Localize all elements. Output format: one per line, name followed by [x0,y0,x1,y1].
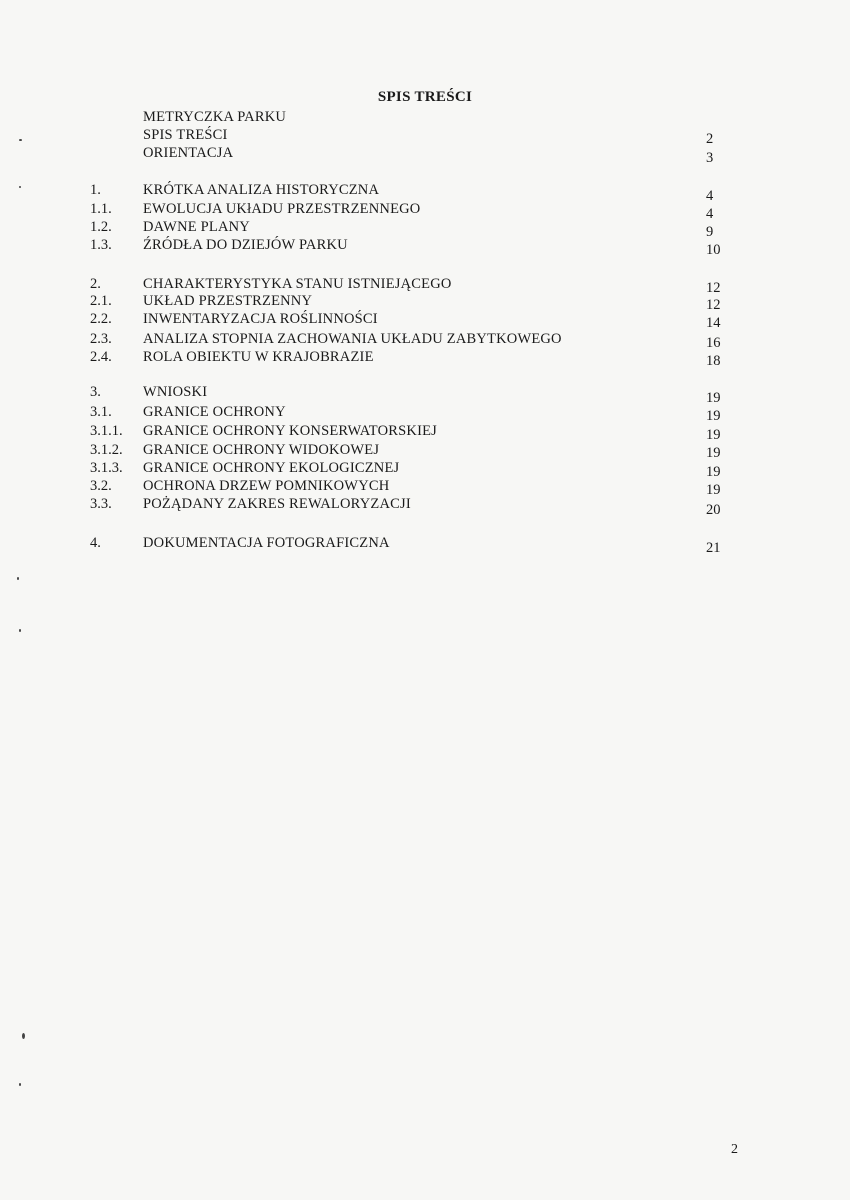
toc-entry-label: DOKUMENTACJA FOTOGRAFICZNA [143,535,390,551]
toc-entry-label: CHARAKTERYSTYKA STANU ISTNIEJĄCEGO [143,276,452,292]
toc-entry-page: 12 [706,280,721,296]
toc-entry-page: 10 [706,242,721,258]
toc-entry-number: 3.1.1. [90,423,123,439]
toc-entry [0,496,850,518]
toc-entry-page: 19 [706,390,721,406]
toc-entry-label: GRANICE OCHRONY WIDOKOWEJ [143,442,380,458]
toc-entry-number: 1.3. [90,237,112,253]
toc-entry [0,237,850,258]
toc-entry-label: ANALIZA STOPNIA ZACHOWANIA UKŁADU ZABYTKOWEGO [143,331,562,347]
toc-entry [0,219,850,240]
toc-entry [0,182,850,204]
toc-entry-number: 2.4. [90,349,112,365]
toc-entry-number: 1.2. [90,219,112,235]
toc-entry-label: ORIENTACJA [143,145,234,161]
toc-entry [0,460,850,478]
toc-entry-page: 21 [706,540,721,556]
toc-entry [0,442,850,460]
toc-entry-label: UKŁAD PRZESTRZENNY [143,293,313,309]
toc-entry [0,201,850,222]
toc-entry-label: SPIS TREŚCI [143,127,228,143]
toc-entry-number: 2.2. [90,311,112,327]
toc-entry [0,145,850,166]
toc-entry-number: 1. [90,182,101,198]
toc-entry-number: 3.2. [90,478,112,494]
toc-entry-number: 3. [90,384,101,400]
toc-entry-number: 3.1. [90,404,112,420]
toc-entry-page: 3 [706,150,714,166]
toc-entry-label: METRYCZKA PARKU [143,109,287,125]
toc-entry-label: POŻĄDANY ZAKRES REWALORYZACJI [143,496,411,512]
toc-entry [0,535,850,556]
toc-entry [0,404,850,422]
toc-entry-number: 3.1.2. [90,442,123,458]
toc-entry-label: DAWNE PLANY [143,219,250,235]
toc-entry-page: 19 [706,482,721,498]
toc-entry-page: 4 [706,206,714,222]
toc-entry-label: OCHRONA DRZEW POMNIKOWYCH [143,478,390,494]
toc-entry-page: 14 [706,315,721,331]
scan-speck [19,186,21,188]
toc-entry-label: GRANICE OCHRONY EKOLOGICZNEJ [143,460,400,476]
toc-entry-number: 3.1.3. [90,460,123,476]
toc-entry-label: GRANICE OCHRONY KONSERWATORSKIEJ [143,423,438,439]
toc-entry-number: 1.1. [90,201,112,217]
toc-entry-page: 20 [706,502,721,518]
toc-entry [0,276,850,294]
toc-entry-label: ROLA OBIEKTU W KRAJOBRAZIE [143,349,374,365]
toc-entry-page: 19 [706,427,721,443]
toc-entry-page: 4 [706,188,714,204]
toc-entry-label: ŹRÓDŁA DO DZIEJÓW PARKU [143,237,348,253]
scan-speck [19,1083,21,1086]
toc-entry [0,331,850,349]
toc-entry-page: 19 [706,464,721,480]
toc-entry-label: INWENTARYZACJA ROŚLINNOŚCI [143,311,378,327]
toc-entry-page: 16 [706,335,721,351]
toc-entry [0,293,850,311]
scan-speck [19,629,21,632]
toc-entry-label: EWOLUCJA UKłADU PRZESTRZENNEGO [143,201,421,217]
footer-page-number: 2 [731,1142,738,1157]
toc-entry-page: 12 [706,297,721,313]
toc-entry-number: 2. [90,276,101,292]
toc-entry [0,311,850,329]
toc-entry [0,384,850,406]
toc-entry-page: 9 [706,224,714,240]
toc-entry [0,478,850,496]
toc-entry-number: 3.3. [90,496,112,512]
toc-entry-number: 2.1. [90,293,112,309]
toc-entry-label: KRÓTKA ANALIZA HISTORYCZNA [143,182,380,198]
toc-entry-page: 19 [706,445,721,461]
toc-entry-number: 2.3. [90,331,112,347]
toc-entry-page: 2 [706,131,714,147]
toc-entry-page: 19 [706,408,721,424]
toc-entry-label: GRANICE OCHRONY [143,404,286,420]
page-title: SPIS TREŚCI [377,89,473,105]
toc-entry [0,127,850,145]
scan-speck [17,577,19,580]
toc-entry [0,109,850,127]
toc-entry-number: 4. [90,535,101,551]
scan-speck [22,1033,25,1039]
toc-entry [0,423,850,441]
toc-entry-page: 18 [706,353,721,369]
scan-speck [19,139,22,141]
toc-entry [0,349,850,367]
toc-entry-label: WNIOSKI [143,384,208,400]
